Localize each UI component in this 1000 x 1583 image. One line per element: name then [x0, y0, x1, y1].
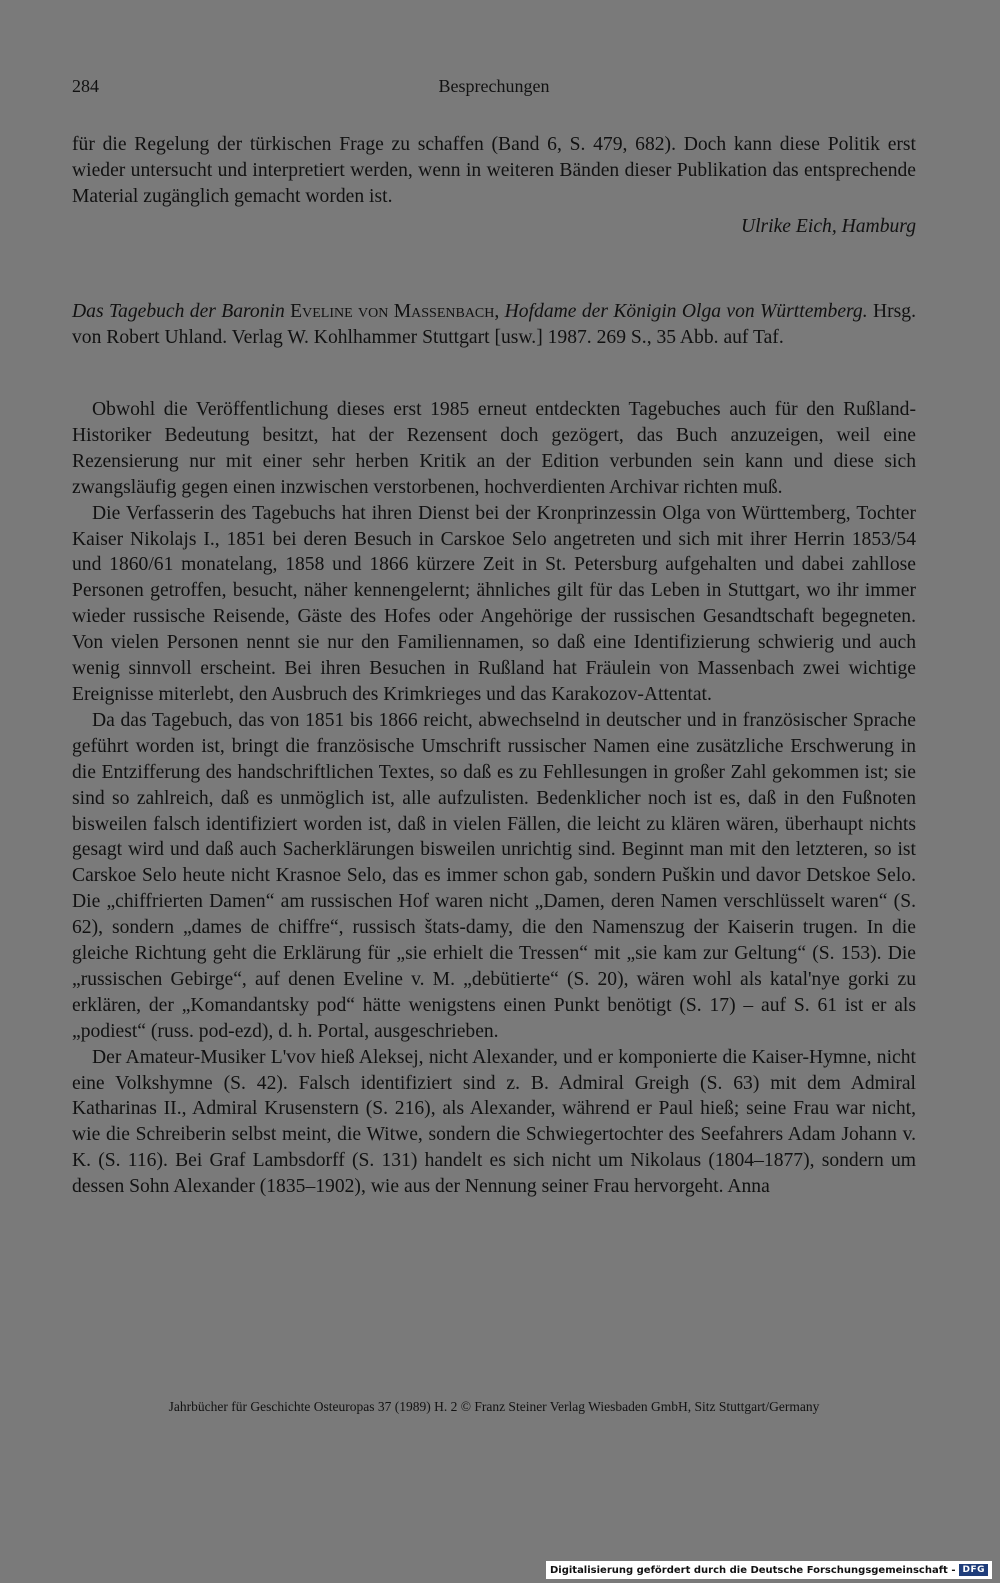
review-heading — [72, 299, 916, 351]
digitization-credit — [546, 1561, 992, 1579]
paragraph: Die Verfasserin des Tagebuchs hat ihren Dienst bei der Kronprinzessin Olga von Württemberg, Tochter Kaiser Nikolajs I., 1851 bei deren Besuch in Carskoe Selo angetreten und sich mit ihrer Herrin 1853/54 und 1860/61 monatelang, 1858 und 1866 kürzere Zeit in St. Petersburg aufgehalten und dabei zahllose Personen getroffen, besucht, näher kennengelernt; ähnliches gilt für das Leben in Stuttgart, wo ihr immer wieder russische Reisende, Gäste des Hofes oder Angehörige der russischen Gesandtschaft begegneten. Von vielen Personen nennt sie nur den Familiennamen, so daß eine Identifizierung schwierig und auch wenig sinnvoll erscheint. Bei ihren Besuchen in Rußland hat Fräulein von Massenbach zwei wichtige Ereignisse miterlebt, den Ausbruch des Krimkrieges und das Karakozov-Attentat. — [72, 502, 916, 705]
previous-review-ending — [72, 132, 916, 240]
paragraph: Der Amateur-Musiker L'vov hieß Aleksej, nicht Alexander, und er komponierte die Kaiser-Hymne, nicht eine Volkshymne (S. 42). Falsch identifiziert sind z. B. Admiral Greigh (S. 63) mit dem Admiral Katharinas II., Admiral Krusenstern (S. 216), als Alexander, während er Paul hieß; seine Frau war nicht, wie die Schreiberin selbst meint, die Witwe, sondern die Schwiegertochter des Seefahrers Adam Johann v. K. (S. 116). Bei Graf Lambsdorff (S. 131) handelt es sich nicht um Nikolaus (1804–1877), sondern um dessen Sohn Alexander (1835–1902), wie aus der Nennung seiner Frau hervorgeht. Anna — [72, 1046, 916, 1198]
book-author: Eveline von Massenbach, — [290, 301, 500, 322]
running-title: Besprechungen — [438, 76, 550, 96]
paragraph: Da das Tagebuch, das von 1851 bis 1866 reicht, abwechselnd in deutscher und in französischer Sprache geführt worden ist, bringt die französische Umschrift russischer Namen eine zusätzliche Erschwerung in die Entzifferung des handschriftlichen Textes, so daß es zu Fehllesungen in großer Zahl gekommen ist; sie sind so zahlreich, daß es unmöglich ist, alle aufzulisten. Bedenklicher noch ist es, daß in den Fußnoten bisweilen falsch identifiziert worden ist, daß in vielen Fällen, die leicht zu klären wären, überhaupt nichts gesagt wird und daß auch Sacherklärungen bisweilen unrichtig sind. Beginnt man mit den letzteren, so ist Carskoe Selo heute nicht Krasnoe Selo, das es immer schon gab, sondern Puškin und davor Detskoe Selo. Die „chiffrierten Damen“ am russischen Hof waren nicht „Damen, deren Namen verschlüsselt waren“ (S. 62), sondern „dames de chiffre“, russisch štats-damy, die den Namenszug der Kaiserin trugen. In die gleiche Richtung geht die Erklärung für „sie erhielt die Tressen“ mit „sie kam zur Geltung“ (S. 153). Die „russischen Gebirge“, auf denen Eveline v. M. „debütierte“ (S. 20), wären wohl als katal'nye gorki zu erklären, der „Komandantsky pod“ hätte wenigstens einen Punkt benötigt (S. 17) – auf S. 61 ist er als „podiest“ (russ. pod-ezd), d. h. Portal, ausgeschrieben. — [72, 709, 916, 1042]
credit-text: Digitalisierung gefördert durch die Deutsche Forschungsgemeinschaft - — [549, 1564, 956, 1576]
paragraph: Obwohl die Veröffentlichung dieses erst 1985 erneut entdeckten Tagebuches auch für den Rußland-Historiker Bedeutung besitzt, hat der Rezensent doch gezögert, das Buch anzuzeigen, weil eine Rezensierung nur mit einer sehr herben Kritik an der Edition verbunden sein kann und diese sich zwangsläufig gegen einen inzwischen verstorbenen, hochverdienten Archivar richten muß. — [72, 399, 916, 498]
journal-footer: Jahrbücher für Geschichte Osteuropas 37 (1989) H. 2 © Franz Steiner Verlag Wiesbaden GmbH, Sitz Stuttgart/Germany — [168, 1399, 820, 1414]
page-header — [72, 76, 916, 106]
book-title-part2: Hofdame der Königin Olga von Württemberg. — [504, 301, 868, 322]
previous-review-text: für die Regelung der türkischen Frage zu schaffen (Band 6, S. 479, 682). Doch kann diese Politik erst wieder untersucht und interpretiert werden, wenn in weiteren Bänden dieser Publikation das entsprechende Material zugänglich gemacht worden ist. — [72, 134, 916, 207]
review-body — [72, 397, 916, 1200]
book-title-part1: Das Tagebuch der Baronin — [72, 301, 285, 322]
page-number: 284 — [72, 76, 99, 96]
reviewer-signature: Ulrike Eich, Hamburg — [740, 215, 916, 237]
bibliographic-info: Hrsg. von Robert Uhland. Verlag W. Kohlhammer Stuttgart [usw.] 1987. 269 S., 35 Abb. auf Taf. — [72, 301, 916, 348]
dfg-logo-icon: DFG — [959, 1564, 988, 1576]
